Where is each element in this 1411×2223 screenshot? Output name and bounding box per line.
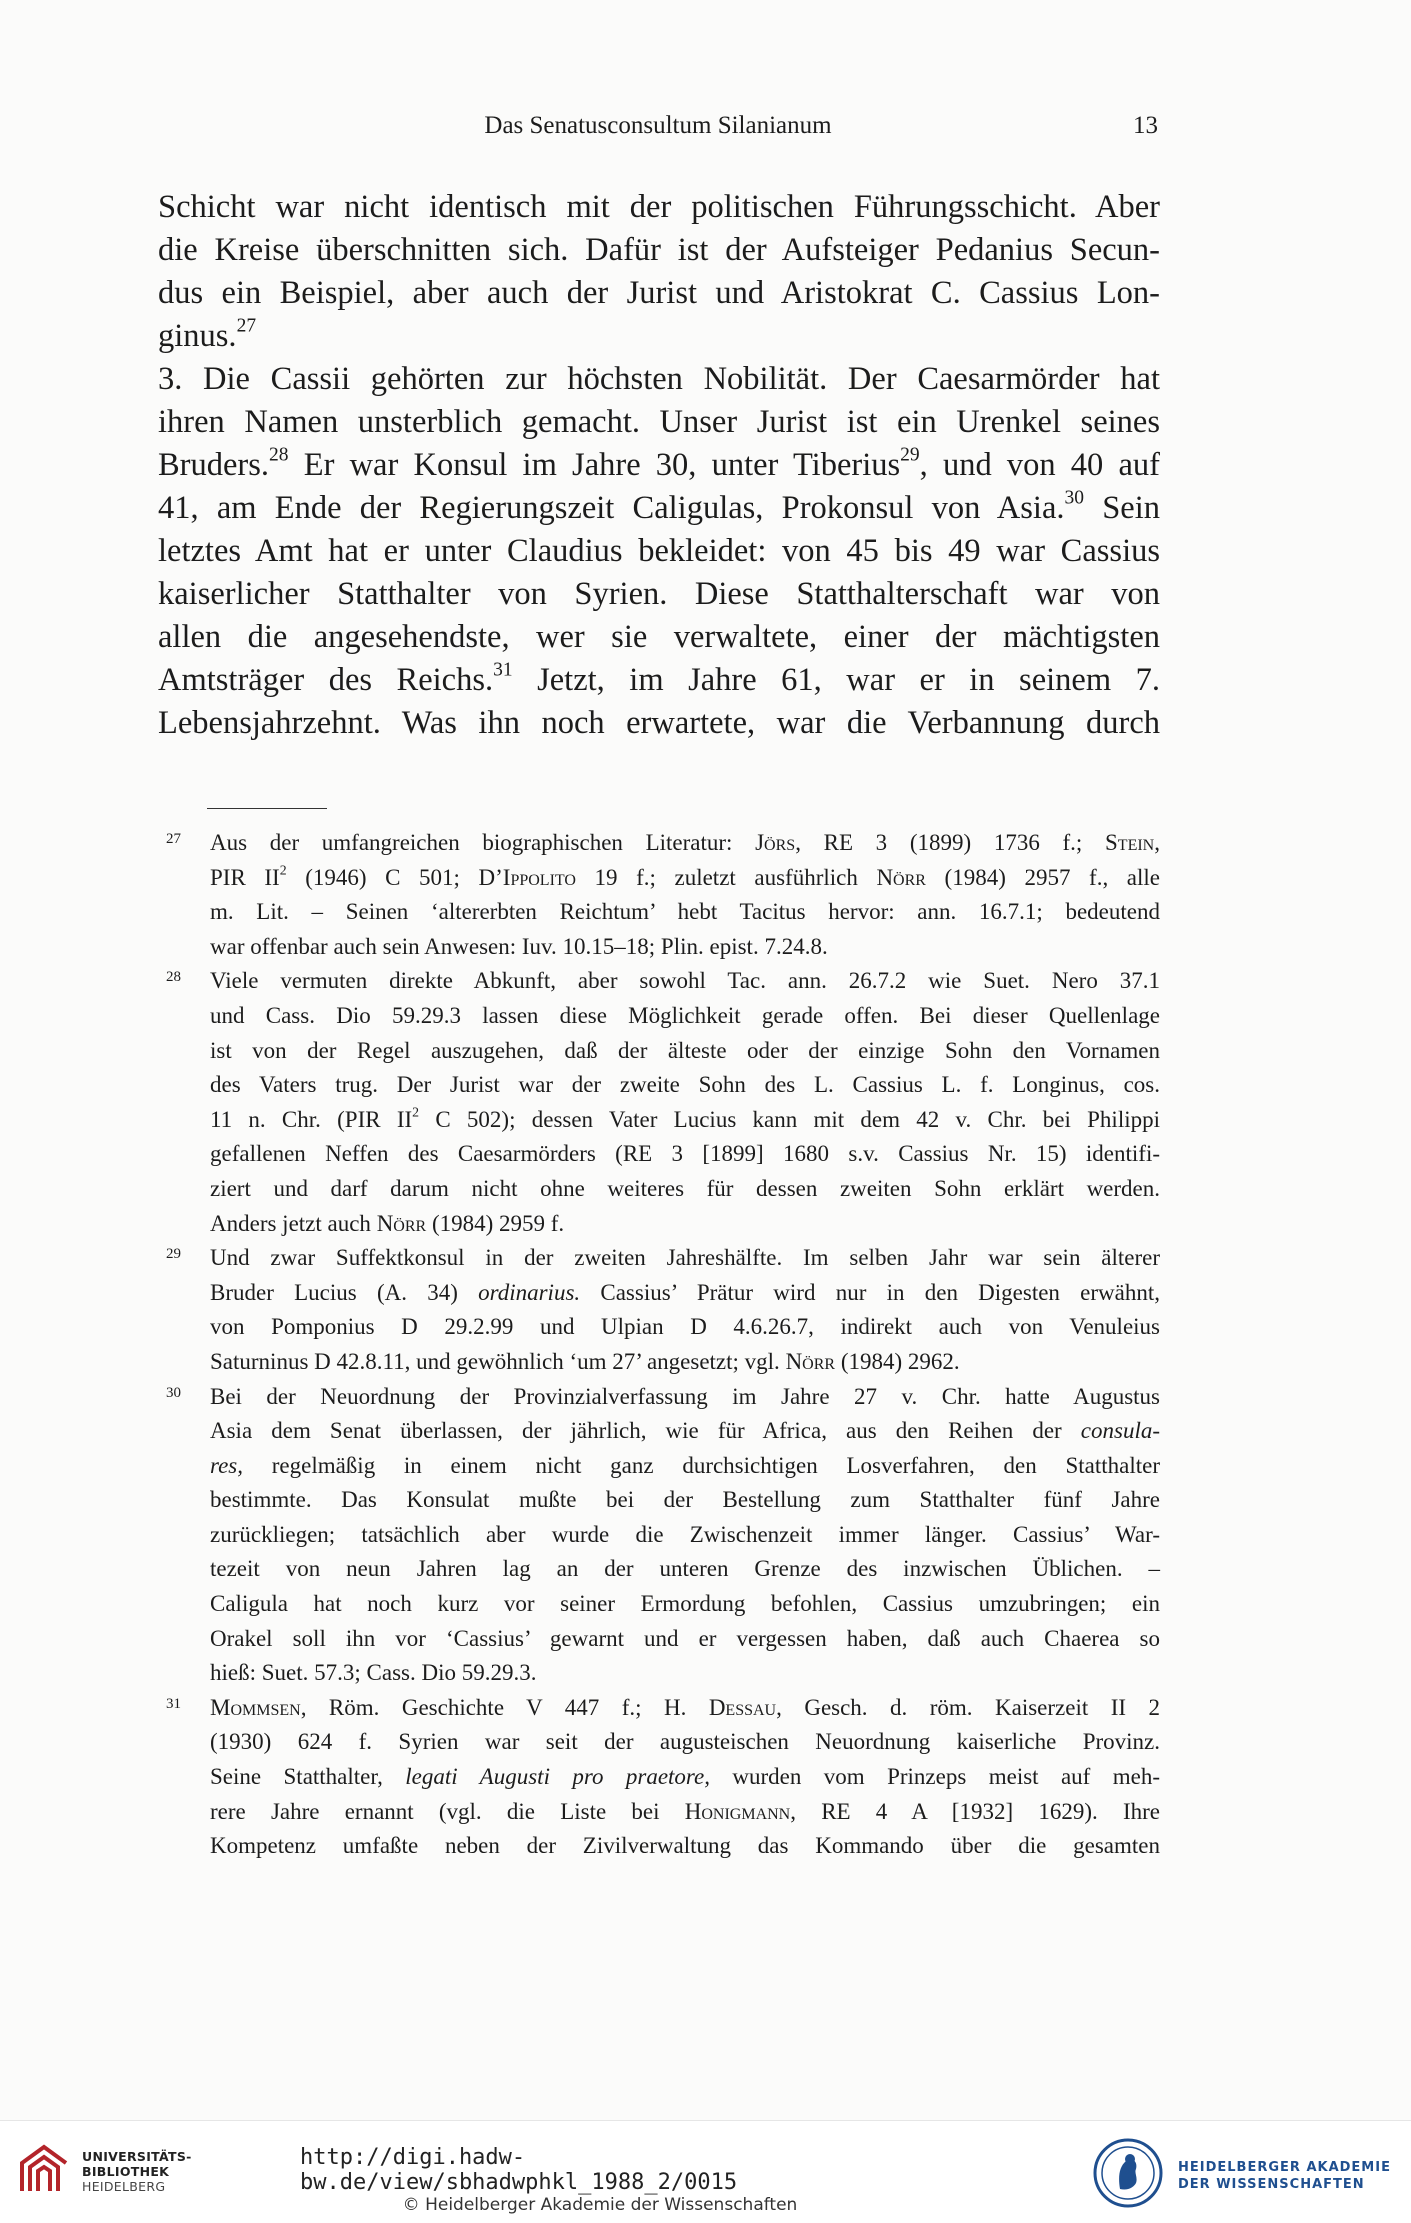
main-text [158, 186, 1160, 745]
footnote-number: 31 [166, 1695, 181, 1712]
footnote-line: tezeit von neun Jahren lag an der unteren Grenze des inzwischen Üblichen. – [210, 1556, 1160, 1582]
text-line: allen die angesehendste, wer sie verwaltete, einer der mächtigsten [158, 619, 1160, 655]
hadw-label[interactable]: HEIDELBERGER AKADEMIE DER WISSENSCHAFTEN [1178, 2160, 1391, 2192]
viewer-footer [0, 2120, 1411, 2223]
footnote-line: bestimmte. Das Konsulat mußte bei der Bestellung zum Statthalter fünf Jahre [210, 1487, 1160, 1513]
footnotes [158, 826, 1160, 1864]
footnote-line: m. Lit. – Seinen ‘altererbten Reichtum’ hebt Tacitus hervor: ann. 16.7.1; bedeutend [210, 899, 1160, 925]
text-line: Amtsträger des Reichs.$^{31}$ Jetzt, im Jahre 61, war er in seinem 7. [158, 659, 1160, 698]
text-line: Lebensjahrzehnt. Was ihn noch erwartete, war die Verbannung durch [158, 705, 1160, 741]
footnote-line: hieß: Suet. 57.3; Cass. Dio 59.29.3. [210, 1660, 537, 1686]
footnote-line: Bei der Neuordnung der Provinzialverfassung im Jahre 27 v. Chr. hatte Augustus [210, 1383, 1160, 1409]
footnote-line: ist von der Regel auszugehen, daß der älteste oder der einzige Sohn den Vornamen [210, 1037, 1160, 1063]
footnote-ref[interactable]: 29 [900, 444, 920, 466]
footnote-ref[interactable]: 28 [269, 444, 289, 466]
footnote-27 [158, 826, 1160, 964]
footnote-ref[interactable]: 31 [493, 659, 513, 681]
footnote-line: Anders jetzt auch Nörr (1984) 2959 f. [210, 1210, 565, 1236]
text-line: ihren Namen unsterblich gemacht. Unser Jurist ist ein Urenkel seines [158, 404, 1160, 440]
text-line: kaiserlicher Statthalter von Syrien. Diese Statthalterschaft war von [158, 576, 1160, 612]
footnote-line: Kompetenz umfaßte neben der Zivilverwaltung das Kommando über die gesamten [210, 1833, 1160, 1859]
ub-heidelberg-logo-icon[interactable] [14, 2141, 74, 2201]
footnote-line: Saturninus D 42.8.11, und gewöhnlich ‘um 27’ angesetzt; vgl. Nörr (1984) 2962. [210, 1348, 960, 1374]
footnote-line: war offenbar auch sein Anwesen: Iuv. 10.15–18; Plin. epist. 7.24.8. [210, 933, 828, 959]
footnote-number: 27 [166, 831, 181, 847]
running-title: Das Senatusconsultum Silanianum [484, 112, 832, 139]
footnote-line: Bruder Lucius (A. 34) ordinarius. Cassius’ Prätur wird nur in den Digesten erwähnt, [210, 1279, 1160, 1305]
text-line: Schicht war nicht identisch mit der politischen Führungsschicht. Aber [158, 189, 1160, 225]
footnote-line: Mommsen, Röm. Geschichte V 447 f.; H. Dessau, Gesch. d. röm. Kaiserzeit II 2 [210, 1694, 1160, 1720]
running-head [158, 112, 1158, 148]
ub-heidelberg-label[interactable]: UNIVERSITÄTS- BIBLIOTHEK HEIDELBERG [82, 2149, 192, 2194]
footnote-line: 11 n. Chr. (PIR $II^2$ C 502); dessen Vater Lucius kann mit dem 42 v. Chr. bei Philippi [210, 1104, 1160, 1132]
footnote-30 [158, 1380, 1160, 1691]
footnote-line: (1930) 624 f. Syrien war seit der augusteischen Neuordnung kaiserliche Provinz. [210, 1729, 1160, 1755]
text-line: Bruders.$^{28}$ Er war Konsul im Jahre 30, unter Tiberius$^{29}$, und von 40 auf [158, 444, 1160, 483]
permalink-url[interactable]: http://digi.hadw-bw.de/view/sbhadwphkl_1988_2/0015 [300, 2145, 738, 2195]
footnote-29 [158, 1241, 1160, 1379]
footnote-line: von Pomponius D 29.2.99 und Ulpian D 4.6.26.7, indirekt auch von Venuleius [210, 1314, 1160, 1340]
footnote-number: 28 [166, 969, 181, 986]
text-line: die Kreise überschnitten sich. Dafür ist der Aufsteiger Pedanius Secun- [158, 232, 1160, 268]
text-line: dus ein Beispiel, aber auch der Jurist und Aristokrat C. Cassius Lon- [158, 275, 1160, 311]
footnote-28 [158, 964, 1160, 1241]
page-number: 13 [1133, 112, 1158, 139]
text-line: 41, am Ende der Regierungszeit Caligulas, Prokonsul von Asia.$^{30}$ Sein [158, 487, 1160, 526]
footnote-line: Seine Statthalter, legati Augusti pro praetore, wurden vom Prinzeps meist auf meh- [210, 1764, 1160, 1790]
copyright-notice: © Heidelberger Akademie der Wissenschaften [402, 2195, 798, 2215]
footnote-separator [207, 808, 327, 809]
text-line: 3. Die Cassii gehörten zur höchsten Nobilität. Der Caesarmörder hat [158, 361, 1160, 397]
footnote-line: res, regelmäßig in einem nicht ganz durchsichtigen Losverfahren, den Statthalter [210, 1452, 1160, 1478]
text-line: letztes Amt hat er unter Claudius bekleidet: von 45 bis 49 war Cassius [158, 533, 1160, 569]
footnote-line: Und zwar Suffektkonsul in der zweiten Jahreshälfte. Im selben Jahr war sein älterer [210, 1245, 1160, 1271]
footnote-number: 30 [166, 1384, 181, 1401]
footnote-line: Viele vermuten direkte Abkunft, aber sowohl Tac. ann. 26.7.2 wie Suet. Nero 37.1 [210, 968, 1160, 994]
footnote-line: Aus der umfangreichen biographischen Literatur: Jörs, RE 3 (1899) 1736 f.; Stein, [210, 830, 1160, 855]
footnote-ref[interactable]: 30 [1064, 487, 1085, 509]
footnote-ref[interactable]: 27 [236, 315, 257, 337]
footnote-line: rere Jahre ernannt (vgl. die Liste bei Honigmann, RE 4 A [1932] 1629). Ihre [210, 1798, 1160, 1824]
footnote-number: 29 [166, 1246, 181, 1263]
footnote-line: gefallenen Neffen des Caesarmörders (RE 3 [1899] 1680 s.v. Cassius Nr. 15) identifi- [210, 1141, 1160, 1167]
footnote-line: PIR $II^2$ (1946) C 501; D’Ippolito 19 f.; zuletzt ausführlich Nörr (1984) 2957 f., alle [210, 862, 1160, 890]
footnote-line: Orakel soll ihn vor ‘Cassius’ gewarnt und er vergessen haben, daß auch Chaerea so [210, 1625, 1160, 1651]
hadw-seal-logo-icon[interactable] [1092, 2137, 1164, 2209]
footnote-line: ziert und darf darum nicht ohne weiteres für dessen zweiten Sohn erklärt werden. [210, 1175, 1160, 1201]
footnote-line: Asia dem Senat überlassen, der jährlich, wie für Africa, aus den Reihen der consula- [210, 1418, 1160, 1444]
footnote-line: Caligula hat noch kurz vor seiner Ermordung befohlen, Cassius umzubringen; ein [210, 1591, 1160, 1617]
footnote-line: zurückliegen; tatsächlich aber wurde die Zwischenzeit immer länger. Cassius’ War- [210, 1521, 1160, 1547]
text-line: ginus.$^{27}$ [158, 315, 257, 354]
footnote-31 [158, 1691, 1160, 1864]
footnote-line: des Vaters trug. Der Jurist war der zweite Sohn des L. Cassius L. f. Longinus, cos. [210, 1072, 1160, 1098]
footnote-line: und Cass. Dio 59.29.3 lassen diese Möglichkeit gerade offen. Bei dieser Quellenlage [210, 1002, 1160, 1028]
